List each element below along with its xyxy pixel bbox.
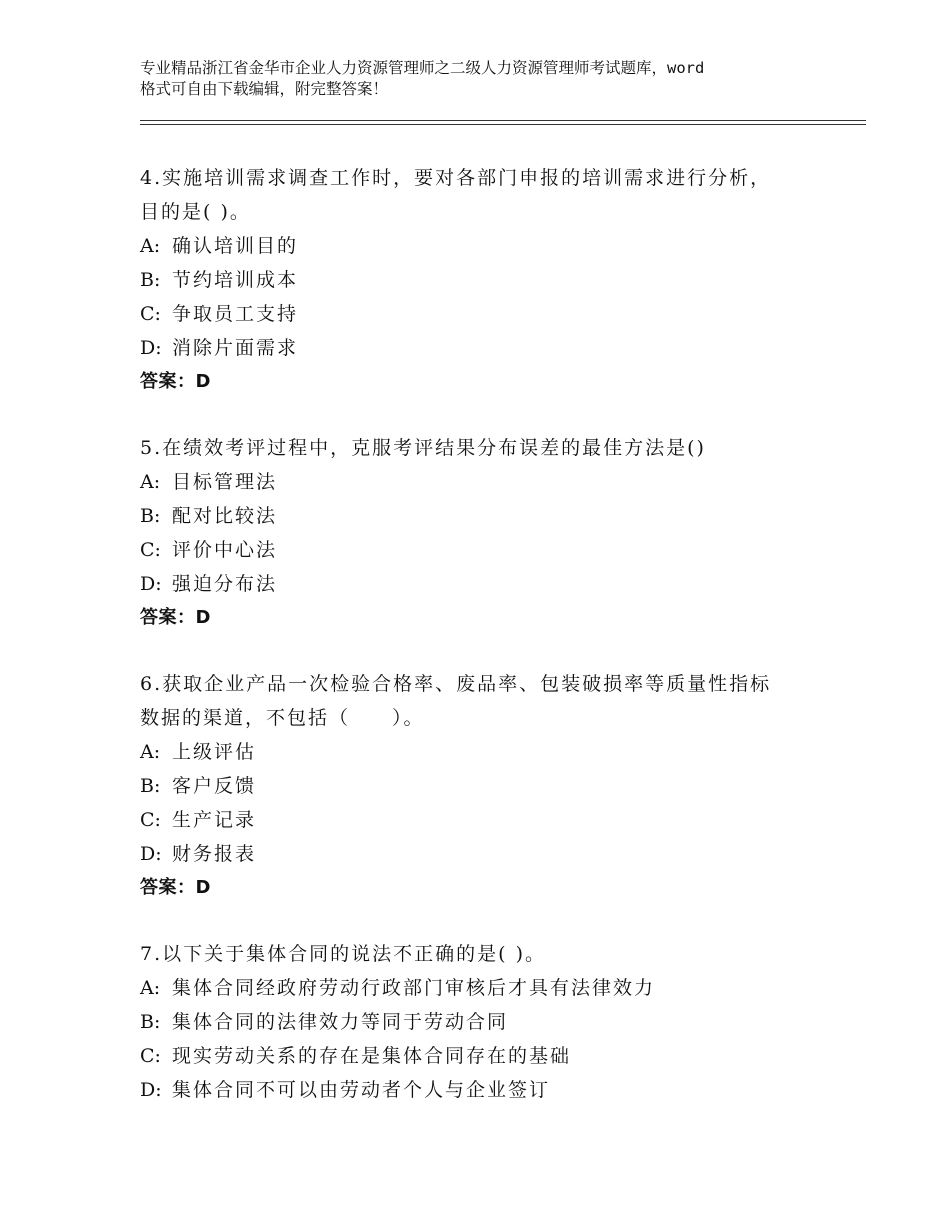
option-b bbox=[140, 1005, 840, 1039]
question-stem-line: 4.实施培训需求调查工作时，要对各部门申报的培训需求进行分析， bbox=[140, 167, 772, 189]
question-stem-line: 7.以下关于集体合同的说法不正确的是( )。 bbox=[140, 943, 546, 965]
option-a bbox=[140, 735, 840, 769]
option-key: A: bbox=[140, 977, 161, 999]
option-a bbox=[140, 465, 840, 499]
option-a bbox=[140, 971, 840, 1005]
option-text: 评价中心法 bbox=[172, 539, 278, 561]
option-text: 目标管理法 bbox=[172, 471, 278, 493]
option-text: 配对比较法 bbox=[172, 505, 278, 527]
header-divider-top bbox=[140, 120, 866, 121]
option-b bbox=[140, 769, 840, 803]
option-key: A: bbox=[140, 471, 161, 493]
option-key: C: bbox=[140, 303, 161, 325]
option-text: 集体合同经政府劳动行政部门审核后才具有法律效力 bbox=[172, 977, 656, 999]
option-key: B: bbox=[140, 1011, 161, 1033]
option-text: 强迫分布法 bbox=[172, 573, 278, 595]
option-c bbox=[140, 1039, 840, 1073]
question-stem-line: 数据的渠道，不包括（ ）。 bbox=[140, 707, 425, 729]
option-b bbox=[140, 499, 840, 533]
option-text: 节约培训成本 bbox=[172, 269, 299, 291]
option-key: D: bbox=[140, 843, 162, 865]
answer-line: 答案：D bbox=[140, 371, 211, 392]
question-stem-line: 5.在绩效考评过程中，克服考评结果分布误差的最佳方法是() bbox=[140, 437, 706, 459]
option-c bbox=[140, 297, 840, 331]
option-d bbox=[140, 331, 840, 365]
option-text: 消除片面需求 bbox=[172, 337, 299, 359]
option-b bbox=[140, 263, 840, 297]
option-key: C: bbox=[140, 539, 161, 561]
question-stem-line: 6.获取企业产品一次检验合格率、废品率、包装破损率等质量性指标 bbox=[140, 673, 772, 695]
option-text: 争取员工支持 bbox=[172, 303, 299, 325]
question-stem-line: 目的是( )。 bbox=[140, 201, 251, 223]
option-key: C: bbox=[140, 1045, 161, 1067]
option-key: D: bbox=[140, 337, 162, 359]
option-key: B: bbox=[140, 269, 161, 291]
option-d bbox=[140, 837, 840, 871]
option-d bbox=[140, 1073, 840, 1107]
option-text: 财务报表 bbox=[172, 843, 257, 865]
option-key: C: bbox=[140, 809, 161, 831]
header-line-2: 格式可自由下载编辑，附完整答案！ bbox=[140, 80, 389, 98]
header-divider-bottom bbox=[140, 124, 866, 125]
option-text: 现实劳动关系的存在是集体合同存在的基础 bbox=[172, 1045, 572, 1067]
option-key: A: bbox=[140, 741, 161, 763]
question-4 bbox=[140, 161, 840, 399]
answer-line: 答案：D bbox=[140, 607, 211, 628]
option-key: A: bbox=[140, 235, 161, 257]
option-c bbox=[140, 803, 840, 837]
answer-line: 答案：D bbox=[140, 877, 211, 898]
option-text: 客户反馈 bbox=[172, 775, 257, 797]
option-key: B: bbox=[140, 505, 161, 527]
option-text: 确认培训目的 bbox=[172, 235, 299, 257]
option-d bbox=[140, 567, 840, 601]
question-7 bbox=[140, 937, 840, 1107]
document-header bbox=[140, 58, 840, 100]
option-text: 生产记录 bbox=[172, 809, 257, 831]
question-list bbox=[140, 161, 840, 1139]
option-text: 集体合同的法律效力等同于劳动合同 bbox=[172, 1011, 509, 1033]
question-6 bbox=[140, 667, 840, 905]
option-text: 集体合同不可以由劳动者个人与企业签订 bbox=[172, 1079, 551, 1101]
option-text: 上级评估 bbox=[172, 741, 257, 763]
option-key: D: bbox=[140, 1079, 162, 1101]
option-key: B: bbox=[140, 775, 161, 797]
option-key: D: bbox=[140, 573, 162, 595]
question-5 bbox=[140, 431, 840, 635]
option-c bbox=[140, 533, 840, 567]
option-a bbox=[140, 229, 840, 263]
header-line-1: 专业精品浙江省金华市企业人力资源管理师之二级人力资源管理师考试题库，word bbox=[140, 59, 705, 77]
